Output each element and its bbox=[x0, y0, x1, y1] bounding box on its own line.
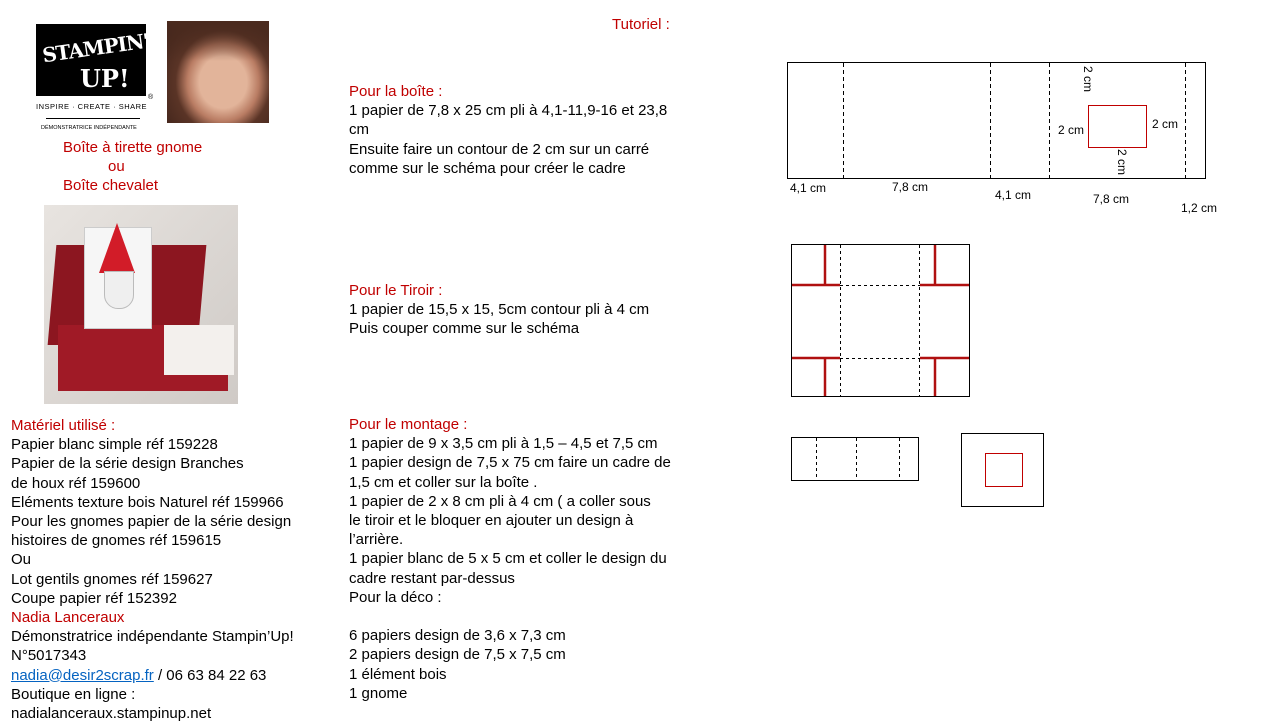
frame-label-bottom: 2 cm bbox=[1115, 149, 1129, 176]
materiel-section bbox=[11, 416, 294, 723]
montage-line: 1,5 cm et coller sur la boîte . bbox=[349, 473, 538, 491]
boite-section bbox=[349, 82, 667, 178]
project-name-line3: Boîte chevalet bbox=[63, 177, 159, 194]
email-link[interactable]: nadia@desir2scrap.fr bbox=[11, 666, 154, 684]
montage-section bbox=[349, 415, 671, 703]
montage-line: l’arrière. bbox=[349, 531, 404, 549]
project-name-line2: ou bbox=[108, 158, 125, 175]
logo-brand-line1: STAMPIN' bbox=[40, 28, 150, 68]
frame-label-right: 2 cm bbox=[1152, 117, 1179, 131]
montage-line: 1 papier de 2 x 8 cm pli à 4 cm ( a coller sous bbox=[349, 492, 651, 510]
materiel-heading: Matériel utilisé : bbox=[11, 417, 116, 434]
montage-line: le tiroir et le bloquer en ajouter un design à bbox=[349, 512, 634, 530]
measure-label: 4,1 cm bbox=[790, 181, 827, 195]
frame-cutout bbox=[1089, 106, 1147, 148]
square-frame-diagram bbox=[960, 432, 1048, 510]
logo-divider bbox=[46, 118, 140, 119]
montage-line: 1 élément bois bbox=[349, 665, 447, 683]
materiel-line: Pour les gnomes papier de la série design bbox=[11, 513, 292, 531]
materiel-line: histoires de gnomes réf 159615 bbox=[11, 532, 222, 550]
assembly-strip-diagram bbox=[790, 436, 922, 484]
boite-line: cm bbox=[349, 121, 369, 139]
montage-heading: Pour le montage : bbox=[349, 416, 468, 433]
measure-label: 7,8 cm bbox=[892, 180, 929, 194]
montage-line: 1 papier blanc de 5 x 5 cm et coller le design du bbox=[349, 550, 667, 568]
author-line: Démonstratrice indépendante Stampin’Up! bbox=[11, 628, 294, 646]
boite-line: 1 papier de 7,8 x 25 cm pli à 4,1-11,9-16 et 23,8 bbox=[349, 102, 668, 120]
measure-label: 1,2 cm bbox=[1181, 201, 1218, 215]
montage-line bbox=[349, 607, 671, 626]
tiroir-section bbox=[349, 281, 649, 339]
contact-line bbox=[11, 666, 294, 685]
materiel-line: de houx réf 159600 bbox=[11, 474, 141, 492]
shop-line: Boutique en ligne : bbox=[11, 685, 136, 703]
logo-brand-line2: UP! bbox=[80, 64, 130, 93]
frame-label-left: 2 cm bbox=[1058, 123, 1085, 137]
registered-mark: ® bbox=[148, 94, 154, 101]
finished-box-photo bbox=[44, 205, 238, 404]
montage-line: cadre restant par-dessus bbox=[349, 569, 515, 587]
square-outline bbox=[962, 434, 1044, 507]
author-name: Nadia Lanceraux bbox=[11, 609, 125, 627]
materiel-line: Lot gentils gnomes réf 159627 bbox=[11, 570, 213, 588]
tiroir-line: Puis couper comme sur le schéma bbox=[349, 320, 580, 338]
tiroir-heading: Pour le Tiroir : bbox=[349, 282, 443, 299]
boite-line: Ensuite faire un contour de 2 cm sur un carré bbox=[349, 140, 650, 158]
materiel-line: Ou bbox=[11, 551, 32, 569]
montage-line: Pour la déco : bbox=[349, 588, 442, 606]
logo-subtitle: DÉMONSTRATRICE INDÉPENDANTE bbox=[41, 125, 137, 131]
montage-line: 6 papiers design de 3,6 x 7,3 cm bbox=[349, 627, 566, 645]
tiroir-line: 1 papier de 15,5 x 15, 5cm contour pli à 4 cm bbox=[349, 301, 650, 319]
materiel-line: Papier de la série design Branches bbox=[11, 455, 244, 473]
shop-line: nadialanceraux.stampinup.net bbox=[11, 705, 212, 723]
montage-line: 1 papier design de 7,5 x 75 cm faire un cadre de bbox=[349, 454, 671, 472]
montage-line: 1 gnome bbox=[349, 684, 408, 702]
page-title: Tutoriel : bbox=[612, 16, 670, 33]
boite-line: comme sur le schéma pour créer le cadre bbox=[349, 159, 626, 177]
author-line: N°5017343 bbox=[11, 647, 87, 665]
box-outline bbox=[788, 63, 1206, 179]
measure-label: 7,8 cm bbox=[1093, 192, 1130, 206]
project-name-line1: Boîte à tirette gnome bbox=[63, 139, 203, 156]
drawer-template-diagram bbox=[790, 243, 974, 399]
drawer-outline bbox=[792, 245, 970, 397]
logo-mark bbox=[36, 24, 150, 96]
montage-line: 2 papiers design de 7,5 x 7,5 cm bbox=[349, 646, 566, 664]
stampin-up-logo bbox=[36, 22, 154, 134]
cut-lines bbox=[792, 245, 969, 396]
materiel-line: Eléments texture bois Naturel réf 159966 bbox=[11, 493, 284, 511]
logo-tagline: INSPIRE · CREATE · SHARE bbox=[36, 102, 148, 111]
frame-label-top: 2 cm bbox=[1081, 66, 1095, 93]
measure-label: 4,1 cm bbox=[995, 188, 1032, 202]
author-portrait-photo bbox=[167, 21, 269, 123]
inner-frame bbox=[986, 454, 1023, 487]
boite-heading: Pour la boîte : bbox=[349, 83, 443, 100]
materiel-line: Papier blanc simple réf 159228 bbox=[11, 436, 218, 454]
montage-line: 1 papier de 9 x 3,5 cm pli à 1,5 – 4,5 et 7,5 cm bbox=[349, 435, 658, 453]
phone-text: / 06 63 84 22 63 bbox=[153, 666, 267, 684]
materiel-line: Coupe papier réf 152392 bbox=[11, 589, 177, 607]
box-template-diagram bbox=[786, 60, 1226, 220]
